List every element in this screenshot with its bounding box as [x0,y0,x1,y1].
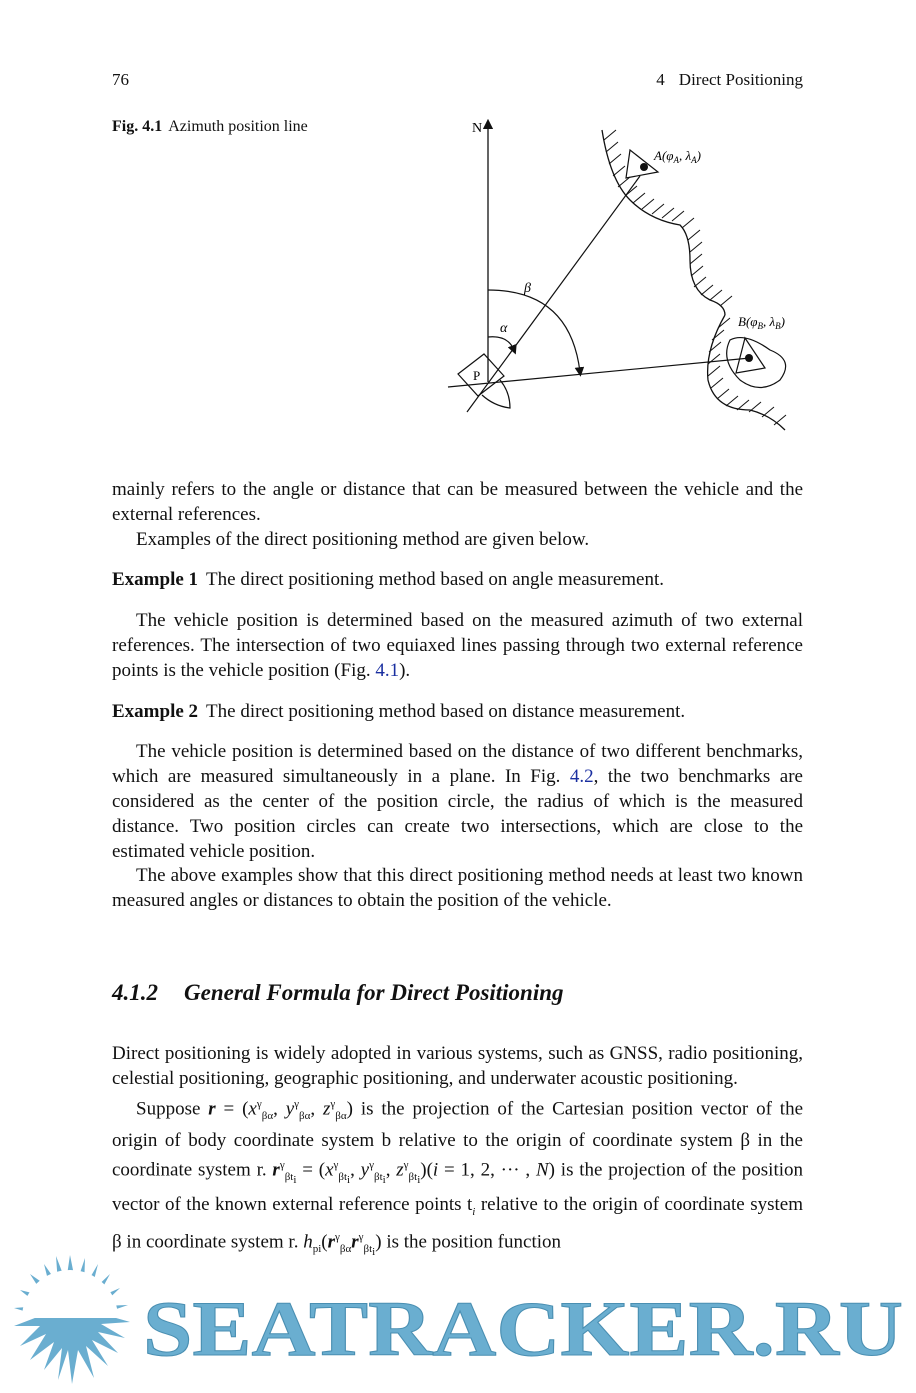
point-a-label: $A(\varphi_A$, $\lambda_A$) [654,148,701,165]
point-p-label: P [473,368,481,383]
figure-link-4-2[interactable]: 4.2 [569,766,594,788]
example-2-label: Example 2 [112,700,199,722]
paragraph: The above examples show that this direct positioning method needs at least two known measured angles or distances to obtain the position of the vehicle. [112,865,803,912]
coastline-b [708,315,785,430]
section-title: General Formula for Direct Positioning [184,980,564,1005]
north-label: N [472,121,483,136]
azimuth-line-b [448,358,750,387]
alpha-arc [488,337,514,350]
alpha-label: α [500,321,508,336]
section-number: 4.1.2 [112,980,158,1005]
chapter-title: Direct Positioning [678,70,803,89]
point-b-label: $B(\varphi_B$, $\lambda_B$) [738,314,785,331]
section-heading [112,980,564,1006]
example-2-text: The direct positioning method based on distance measurement. [206,700,686,722]
watermark [0,1250,916,1388]
vehicle-marker-p [458,354,504,396]
example-2 [112,700,803,725]
beta-label: β [524,281,531,296]
chapter-number: 4 [656,70,665,89]
position-circle-b [727,338,786,388]
figure-caption [112,116,322,137]
paragraph: mainly refers to the angle or distance that can be measured between the vehicle and the external references. [112,479,803,525]
reference-a-dot [640,163,648,171]
paragraph: Direct positioning is widely adopted in various systems, such as GNSS, radio positioning, celestial positioning, geographic positioning, and underwater acoustic positioning. [112,1043,803,1089]
paragraph: The vehicle position is determined based on the distance of two different benchmarks, which are measured simultaneously in a plane. In Fig. 4.2, the two benchmarks are considered as the center of the position circle, the radius of which is the measured distance. Two position circles can create two intersections, which are close to the estimated vehicle position. [112,741,803,862]
figure-label: Fig. 4.1 [112,118,163,135]
paragraph: Examples of the direct positioning method are given below. [136,528,590,550]
figure-caption-text: Azimuth position line [168,118,308,135]
section-body [112,1042,803,1265]
running-head [656,70,803,94]
figure-link-4-1[interactable]: 4.1 [375,659,400,681]
reference-b-dot [745,354,753,362]
page-number: 76 [112,70,129,89]
example-1-label: Example 1 [112,569,199,591]
page-header [112,70,803,94]
paragraph: The vehicle position is determined based on the measured azimuth of two external references. The intersection of two equiaxed lines passing through two external reference points is the vehicle position (Fig. 4.1). [112,610,803,681]
sun-icon [14,1255,130,1384]
paragraph-formula: Suppose $r = (x^\gamma_{\beta\alpha}$, $y^\gamma_{\beta\alpha}$, $z^\gamma_{\beta\alpha}$) is the projection of the Cartesian position vector of the origin of body coordinate system b relative to the origin of coordinate system β in the coordinate system r. $r^\gamma_{\beta t_i} = (x^\gamma_{\beta t_i}$, $y^\gamma_{\beta t_i}$, $z^\gamma_{\beta t_i})(i = 1$, 2, ··· , N) is the projection of the position vector of the known external reference points $t_i$ relative to the origin of coordinate system β in coordinate system r. $h_{pi}(r^\gamma_{\beta\alpha}r^\gamma_{\beta t_i})$ is the position function [112,1097,804,1259]
example-1-text: The direct positioning method based on angle measurement. [206,569,665,591]
watermark-text: SEATRACKER.RU [143,1285,903,1372]
azimuth-figure [440,110,810,440]
body-text-block [112,478,803,914]
p-sector [482,380,510,408]
example-1 [112,568,803,593]
